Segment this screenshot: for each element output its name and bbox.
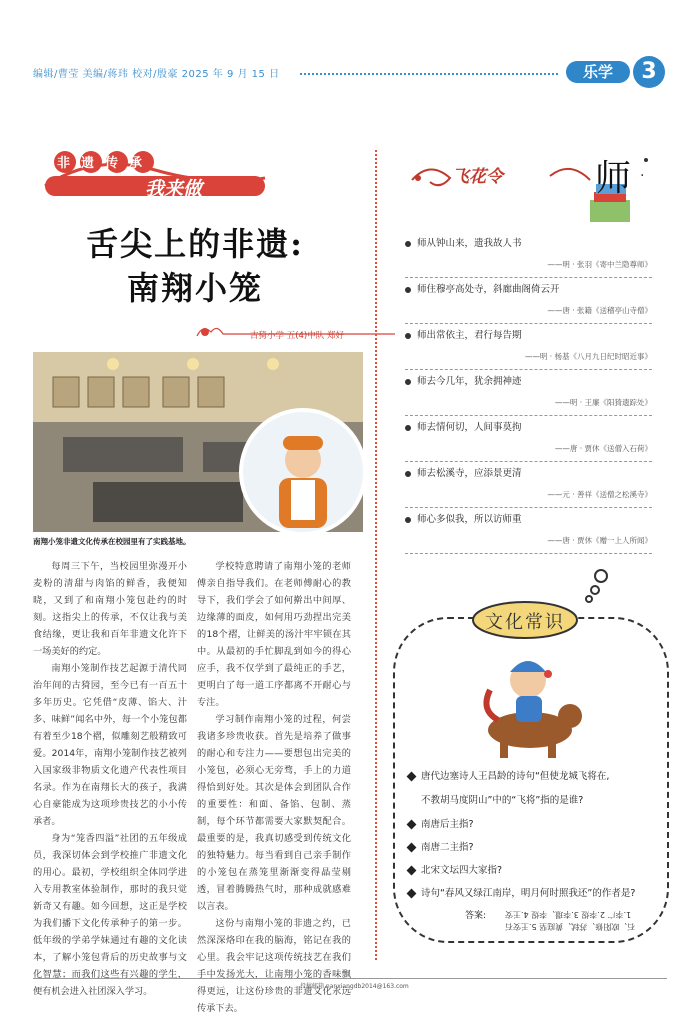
circles-ornament-icon <box>585 568 615 604</box>
footer-divider <box>33 978 667 979</box>
culture-title: 文化常识 <box>485 612 565 633</box>
question-text: 南唐二主指? <box>421 842 474 853</box>
header-divider <box>300 73 558 75</box>
feihualing-keyword: 师 <box>595 158 632 199</box>
poem-item <box>405 462 652 508</box>
bullet-icon <box>405 471 411 477</box>
bullet-icon <box>405 517 411 523</box>
keyword-dot: · <box>640 168 645 184</box>
question-text: 南唐后主指? <box>421 819 474 830</box>
feihualing-title: 飞花令 <box>452 167 503 187</box>
bullet-icon <box>405 425 411 431</box>
paragraph: 南翔小笼制作技艺起源于清代同治年间的古猗园，至今已有一百五十多年历史。它凭借“皮薄、馅大、汁多、味鲜”闻名中外，每一个小笼包都有着至少18个褶，似雕刻艺般精致可爱。2014年，南翔小笼制作技艺被列入国家级非物质文化遗产代表性项目名录。作为在南翔长大的孩子，我满心自豪能成为这项珍贵技艺的小小传承者。 <box>33 663 187 827</box>
paragraph: 身为“笼香四溢”社团的五年级成员，我深切体会到学校推广非遗文化的用心。最初，学校组织全体同学进入专用教室体验制作，那时的我只觉新奇又有趣。如今回想，这正是学校为我们播下文化传承种子的第一步。低年级的学弟学妹通过有趣的文化读本，了解小笼包背后的历史故事与文化智慧；而我们这些有兴趣的学生，便有机会进入社团深入学习。 <box>33 833 187 997</box>
page-number: 3 <box>633 56 665 88</box>
section-badge: 乐学 <box>566 61 630 83</box>
poem-source: ——元 · 善祥《送僧之松溪寺》 <box>547 490 652 499</box>
poem-line: 师去情何切，人间事莫拘 <box>417 422 522 433</box>
bullet-icon <box>405 379 411 385</box>
poem-source: ——唐 · 张籍《送稽亭山寺僧》 <box>547 306 652 315</box>
article-photo <box>33 352 363 532</box>
article-title-line1: 舌尖上的非遗: <box>86 225 304 263</box>
poem-source: ——明 · 王廉《阳猗遗踪处》 <box>554 398 652 407</box>
article-title-line2: 南翔小笼 <box>126 269 263 307</box>
heritage-banner <box>35 148 275 198</box>
poem-source: ——明 · 张羽《寄中兰隐尊师》 <box>547 260 652 269</box>
question-text: 诗句“春风又绿江南岸，明月何时照我还”的作者是? <box>421 888 636 899</box>
diamond-bullet-icon <box>407 820 417 830</box>
question-5 <box>408 887 658 901</box>
question-text: 唐代边塞诗人王昌龄的诗句“但使龙城飞将在, <box>421 771 610 782</box>
feihualing-header <box>410 150 690 230</box>
answer-line: 石、欧阳修、苏轼、黄庭坚 5.王安石 <box>505 922 636 931</box>
poem-line: 师出常依主，君行每告期 <box>417 330 522 341</box>
question-2 <box>408 818 658 832</box>
answer-label: 答案: <box>465 911 487 921</box>
poem-item <box>405 324 652 370</box>
article-column-1 <box>33 558 187 1000</box>
bullet-icon <box>405 333 411 339</box>
article-title <box>30 222 360 310</box>
question-text-cont: 不教胡马度阴山”中的“飞将”指的是谁? <box>421 795 584 806</box>
diamond-bullet-icon <box>407 772 417 782</box>
question-1 <box>408 770 658 808</box>
question-3 <box>408 841 658 855</box>
byline: 古猗小学 五(4)中队 郑好 <box>250 331 344 341</box>
poem-line: 师去今几年，犹余拥神迹 <box>417 376 522 387</box>
diamond-bullet-icon <box>407 889 417 899</box>
poem-line: 师住穆亭高处寺，斜廊曲阁倚云开 <box>417 284 560 295</box>
diamond-bullet-icon <box>407 843 417 853</box>
poem-list <box>405 232 652 554</box>
question-4 <box>408 864 658 878</box>
poem-item <box>405 416 652 462</box>
general-on-horse-illustration <box>470 650 590 760</box>
poem-item <box>405 232 652 278</box>
diamond-bullet-icon <box>407 866 417 876</box>
paragraph: 每周三下午，当校园里弥漫开小麦粉的清甜与肉馅的鲜香，我便知晓，又到了和南翔小笼包赴约的时刻。这指尖上的传承，不仅让我与美食结缘，更让我和百年非遗文化许下一场美好的约定。 <box>33 561 187 657</box>
header-meta: 编辑/曹莹 美编/蒋玮 校对/殷豪 2025 年 9 月 15 日 <box>33 69 280 80</box>
poem-item <box>405 278 652 324</box>
footer-text: 投稿邮箱 nanxiangdb2014@163.com <box>300 983 409 990</box>
bullet-icon <box>405 241 411 247</box>
paragraph: 学习制作南翔小笼的过程，何尝我诸多珍贵收获。首先是培养了做事的耐心和专注力——要想包出完美的小笼包，必须心无旁骛，手上的力道得恰到好处。其次是体会到团队合作的重要性：和面、备馅、包制、蒸制，每个环节都需要大家默契配合。最重要的是，我真切感受到传统文化的独特魅力。每当看到自己亲手制作的小笼包在蒸笼里渐渐变得晶莹剔透，冒着腾腾热气时，那种成就感难以言表。 <box>197 714 351 912</box>
culture-title-badge <box>470 600 580 640</box>
paragraph: 学校特意聘请了南翔小笼的老师傅亲自指导我们。在老师傅耐心的教导下，我们学会了如何擀出中间厚、边缘薄的面皮，如何用巧劲捏出完美的18个褶，让鲜美的汤汁牢牢锁在其中。从最初的手忙脚乱到如今的得心应手，我不仅学到了最纯正的手艺，更明白了每一道工序都离不开耐心与专注。 <box>197 561 351 708</box>
poem-line: 师心多似我，所以访师重 <box>417 514 522 525</box>
poem-item <box>405 508 652 554</box>
poem-line: 师从钟山来，遗我故人书 <box>417 238 522 249</box>
banner-top-text: 非遗传承 <box>57 156 154 171</box>
column-divider <box>375 150 377 960</box>
photo-caption: 南翔小笼非遗文化传承在校园里有了实践基地。 <box>33 537 191 546</box>
poem-line: 师去松溪寺，应添景更清 <box>417 468 522 479</box>
bullet-icon <box>405 287 411 293</box>
poem-source: ——唐 · 贾休《赠一上人所闻》 <box>547 536 652 545</box>
paragraph: 这份与南翔小笼的非遗之约，已然深深烙印在我的脑海，铭记在我的心里。我会牢记这项传统技艺在我们手中发扬光大，让南翔小笼的香味飘得更远，让这份珍贵的非遗文化永远传承下去。 <box>197 918 351 1014</box>
banner-bottom-text: 我来做 <box>145 178 203 200</box>
answer-line: 1.李广 2.李煜 3.李璟、李煜 4.王安 <box>505 910 632 919</box>
poem-item <box>405 370 652 416</box>
poem-source: ——明 · 杨基《八月九日纪时昭近事》 <box>524 352 652 361</box>
question-text: 北宋文坛四大家指? <box>421 865 503 876</box>
poem-source: ——唐 · 贾休《送僧入石荷》 <box>554 444 652 453</box>
article-column-2 <box>197 558 351 1017</box>
answer-block <box>505 908 655 934</box>
